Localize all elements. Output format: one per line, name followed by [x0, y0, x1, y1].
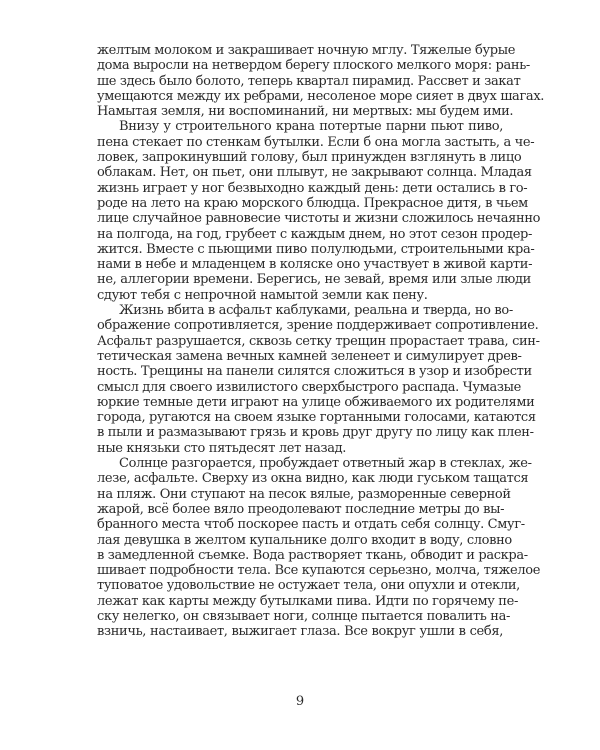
text-line: тетическая замена вечных камней зеленеет и симулирует древ- [97, 348, 522, 364]
text-line: нами в небе и младенцем в коляске оно участвует в живой карти- [97, 257, 533, 273]
text-line: ше здесь было болото, теперь квартал пирамид. Рассвет и закат [97, 73, 521, 89]
text-line: ображение сопротивляется, зрение поддерживает сопротивление. [97, 318, 539, 334]
text-line: города, ругаются на своем языке гортанными голосами, катаются [97, 410, 536, 426]
text-line: Асфальт разрушается, сквозь сетку трещин прорастает трава, син- [97, 333, 540, 349]
text-line: сдуют тебя с непрочной намытой земли как пену. [97, 287, 428, 303]
paragraph [97, 43, 545, 120]
text-line: лезе, асфальте. Сверху из окна видно, как люди гуськом тащатся [97, 471, 529, 487]
text-line: юркие темные дети играют на улице обживаемого их родителями [97, 394, 535, 410]
text-line: Внизу у строительного крана потертые парни пьют пиво, [119, 119, 503, 135]
text-line: шивает подробности тела. Все купаются серьезно, молча, тяжелое [97, 563, 541, 579]
text-line: лежат как карты между бутылками пива. Идти по горячему пе- [97, 593, 519, 609]
paragraph [97, 303, 540, 456]
text-line: Солнце разгорается, пробуждает ответный жар в стеклах, же- [119, 456, 532, 472]
text-line: туповатое удовольствие не остужает тела, они опухли и отекли, [97, 578, 520, 594]
text-line: роде на лето на краю морского блюдца. Прекрасное дитя, в чьем [97, 195, 528, 211]
text-line: на пляж. Они ступают на песок вялые, разморенные северной [97, 486, 511, 502]
body-text [97, 43, 545, 640]
text-line: ловек, запрокинувший голову, был принужден взглянуть в лицо [97, 150, 522, 166]
text-line: Жизнь вбита в асфальт каблуками, реальна и тверда, но во- [119, 303, 513, 319]
text-line: умещаются между их ребрами, несоленое море сияет в двух шагах. [97, 88, 545, 104]
text-line: на полгода, на год, грубеет с каждым днем, но этот сезон продер- [97, 226, 533, 242]
text-line: желтым молоком и закрашивает ночную мглу. Тяжелые бурые [97, 43, 516, 58]
text-line: ные князьки сто пятьдесят лет назад. [97, 440, 347, 456]
text-line: в пыли и размазывают грязь и кровь друг другу по лицу как плен- [97, 425, 534, 441]
text-line: в замедленной съемке. Вода растворяет ткань, обводит и раскра- [97, 547, 528, 563]
paragraph [97, 456, 541, 640]
text-line: жится. Вместе с пьющими пиво полулюдьми, строительными кра- [97, 241, 535, 257]
text-line: не, аллегории времени. Берегись, не зевай, время или злые люди [97, 272, 531, 288]
text-line: жарой, всё более вяло преодолевают последние метры до вы- [97, 501, 505, 517]
text-line: лице случайное равновесие чистоты и жизни сложилось нечаянно [97, 211, 541, 227]
text-line: взничь, настаивает, выжигает глаза. Все вокруг ушли в себя, [97, 624, 503, 640]
page-number: 9 [295, 694, 305, 709]
text-line: дома выросли на нетвердом берегу плоского мелкого моря: рань- [97, 58, 530, 74]
text-line: жизнь играет у ног безвыходно каждый день: дети остались в го- [97, 180, 528, 196]
text-line: смысл для своего извилистого сверхбыстрого распада. Чумазые [97, 379, 521, 395]
text-line: пена стекает по стенкам бутылки. Если б она могла застыть, а че- [97, 134, 535, 150]
text-line: ску нелегко, он связывает ноги, солнце пытается повалить на- [97, 608, 511, 624]
text-line: Намытая земля, ни воспоминаний, ни мертвых: мы будем ими. [97, 104, 514, 120]
text-line: бранного места чтоб поскорее пасть и отдать себя солнцу. Смуг- [97, 517, 525, 533]
text-line: ность. Трещины на панели силятся сложиться в узор и изобрести [97, 364, 532, 380]
text-line: лая девушка в желтом купальнике долго входит в воду, словно [97, 532, 512, 548]
paragraph [97, 119, 541, 303]
text-line: облакам. Нет, он пьет, они плывут, не закрывают солнца. Младая [97, 165, 532, 181]
